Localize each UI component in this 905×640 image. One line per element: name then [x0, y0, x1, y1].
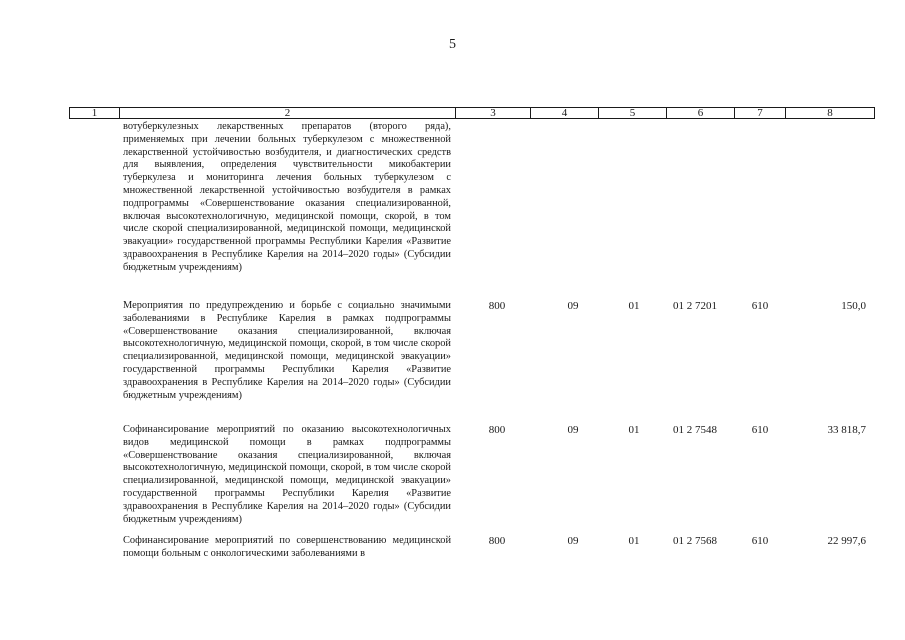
row-description: Софинансирование мероприятий по совершенствованию медицинской помощи больным с онкологическими заболеваниями в	[123, 535, 451, 559]
row-section-code: 09	[567, 535, 579, 547]
row-expense-type: 610	[751, 424, 769, 436]
row-target-article: 01 2 7568	[673, 535, 717, 547]
row-amount: 33 818,7	[827, 424, 866, 436]
header-col-8: 8	[827, 107, 833, 119]
row-ministry-code: 800	[488, 424, 506, 436]
row-expense-type: 610	[751, 300, 769, 312]
row-target-article: 01 2 7548	[673, 424, 717, 436]
header-col-4: 4	[531, 108, 599, 118]
row-description: вотуберкулезных лекарственных препаратов (второго ряда), применяемых при лечении больных туберкулезом с множественной лекарственной устойчивостью возбудителя, и диагностических средств для выявления, определения чувствительности микобактерии туберкулеза и мониторинга лечения больных туберкулезом с множественной лекарственной устойчивостью возбудителя в рамках подпрограммы «Совершенствование оказания специализированной, включая высокотехнологичную, медицинской помощи, скорой, в том числе скорой специализированной, медицинской помощи, медицинской эвакуации» государственной программы Республики Карелия «Развитие здравоохранения в Республике Карелия на 2014–2020 годы» (Субсидии бюджетным учреждениям)	[123, 121, 451, 273]
row-subsection-code: 01	[628, 300, 640, 312]
row-subsection-code: 01	[628, 535, 640, 547]
header-col-5: 5	[599, 108, 667, 118]
row-amount: 22 997,6	[827, 535, 866, 547]
table-header-row	[69, 107, 875, 119]
header-col-7: 7	[735, 108, 786, 118]
row-section-code: 09	[567, 424, 579, 436]
row-expense-type: 610	[751, 535, 769, 547]
row-section-code: 09	[567, 300, 579, 312]
header-col-2: 2	[120, 108, 456, 118]
page-number: 5	[449, 37, 456, 52]
header-col-1: 1	[70, 108, 120, 118]
row-amount: 150,0	[841, 300, 866, 312]
row-subsection-code: 01	[628, 424, 640, 436]
row-ministry-code: 800	[488, 300, 506, 312]
row-description: Софинансирование мероприятий по оказанию высокотехнологичных видов медицинской помощи в рамках подпрограммы «Совершенствование оказания специализированной, включая высокотехнологичную, медицинской помощи, скорой, в том числе скорой специализированной, медицинской помощи, медицинской эвакуации» государственной программы Республики Карелия «Развитие здравоохранения в Республике Карелия на 2014–2020 годы» (Субсидии бюджетным учреждениям)	[123, 424, 451, 525]
header-col-3: 3	[456, 108, 531, 118]
row-target-article: 01 2 7201	[673, 300, 717, 312]
row-description: Мероприятия по предупреждению и борьбе с социально значимыми заболеваниями в Республике Карелия в рамках подпрограммы «Совершенствование оказания специализированной, включая высокотехнологичную, медицинской помощи, скорой, в том числе скорой специализированной, медицинской помощи, медицинской эвакуации» государственной программы Республики Карелия «Развитие здравоохранения в Республике Карелия на 2014–2020 годы» (Субсидии бюджетным учреждениям)	[123, 300, 451, 401]
row-ministry-code: 800	[488, 535, 506, 547]
header-col-6: 6	[667, 108, 735, 118]
